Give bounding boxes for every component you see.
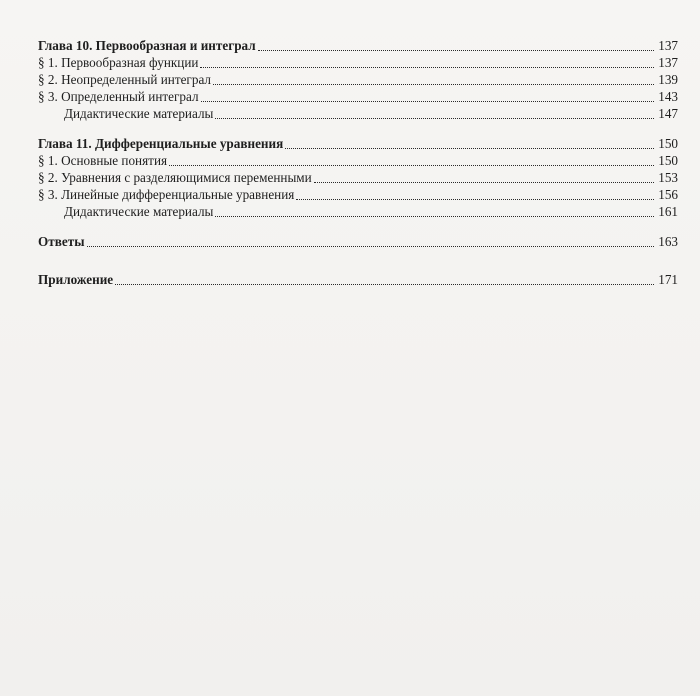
toc-entry-section bbox=[38, 151, 678, 169]
appendix-title: Приложение bbox=[38, 272, 114, 287]
page-number: 150 bbox=[658, 153, 678, 168]
page-number: 143 bbox=[658, 89, 678, 104]
page-number: 156 bbox=[658, 187, 678, 202]
page-number: 137 bbox=[658, 55, 678, 70]
toc-entry-section bbox=[38, 168, 678, 186]
toc-entry-section bbox=[38, 185, 678, 203]
page-number: 171 bbox=[658, 272, 678, 287]
section-title: § 2. Неопределенный интеграл bbox=[38, 72, 211, 87]
page-number: 139 bbox=[658, 72, 678, 87]
dot-leader bbox=[201, 100, 655, 102]
dot-leader bbox=[215, 117, 654, 119]
toc-entry-answers bbox=[38, 232, 678, 250]
dot-leader bbox=[215, 215, 654, 217]
toc-entry-appendix bbox=[38, 270, 678, 288]
section-title: § 3. Определенный интеграл bbox=[38, 89, 199, 104]
dot-leader bbox=[169, 164, 654, 166]
answers-title: Ответы bbox=[38, 234, 85, 249]
toc-entry-didactic bbox=[38, 202, 678, 220]
page-number: 161 bbox=[658, 204, 678, 219]
section-title: § 2. Уравнения с разделяющимися переменными bbox=[38, 170, 312, 185]
page-number: 137 bbox=[658, 38, 678, 53]
chapter-title: Глава 11. Дифференциальные уравнения bbox=[38, 136, 284, 151]
dot-leader bbox=[296, 198, 654, 200]
dot-leader bbox=[115, 283, 654, 285]
section-title: § 1. Основные понятия bbox=[38, 153, 168, 168]
toc-entry-didactic bbox=[38, 104, 678, 122]
section-title: Дидактические материалы bbox=[64, 106, 214, 121]
section-title: § 3. Линейные дифференциальные уравнения bbox=[38, 187, 295, 202]
dot-leader bbox=[258, 49, 655, 51]
chapter-title: Глава 10. Первообразная и интеграл bbox=[38, 38, 256, 53]
page-number: 147 bbox=[658, 106, 678, 121]
dot-leader bbox=[285, 147, 654, 149]
page-number: 163 bbox=[658, 234, 678, 249]
toc-entry-section bbox=[38, 53, 678, 71]
dot-leader bbox=[87, 245, 655, 247]
toc-entry-section bbox=[38, 70, 678, 88]
dot-leader bbox=[314, 181, 655, 183]
page-number: 153 bbox=[658, 170, 678, 185]
section-title: § 1. Первообразная функции bbox=[38, 55, 199, 70]
toc-entry-chapter-10 bbox=[38, 36, 678, 54]
dot-leader bbox=[200, 66, 654, 68]
toc-entry-chapter-11 bbox=[38, 134, 678, 152]
section-title: Дидактические материалы bbox=[64, 204, 214, 219]
page-number: 150 bbox=[658, 136, 678, 151]
toc-entry-section bbox=[38, 87, 678, 105]
dot-leader bbox=[213, 83, 654, 85]
